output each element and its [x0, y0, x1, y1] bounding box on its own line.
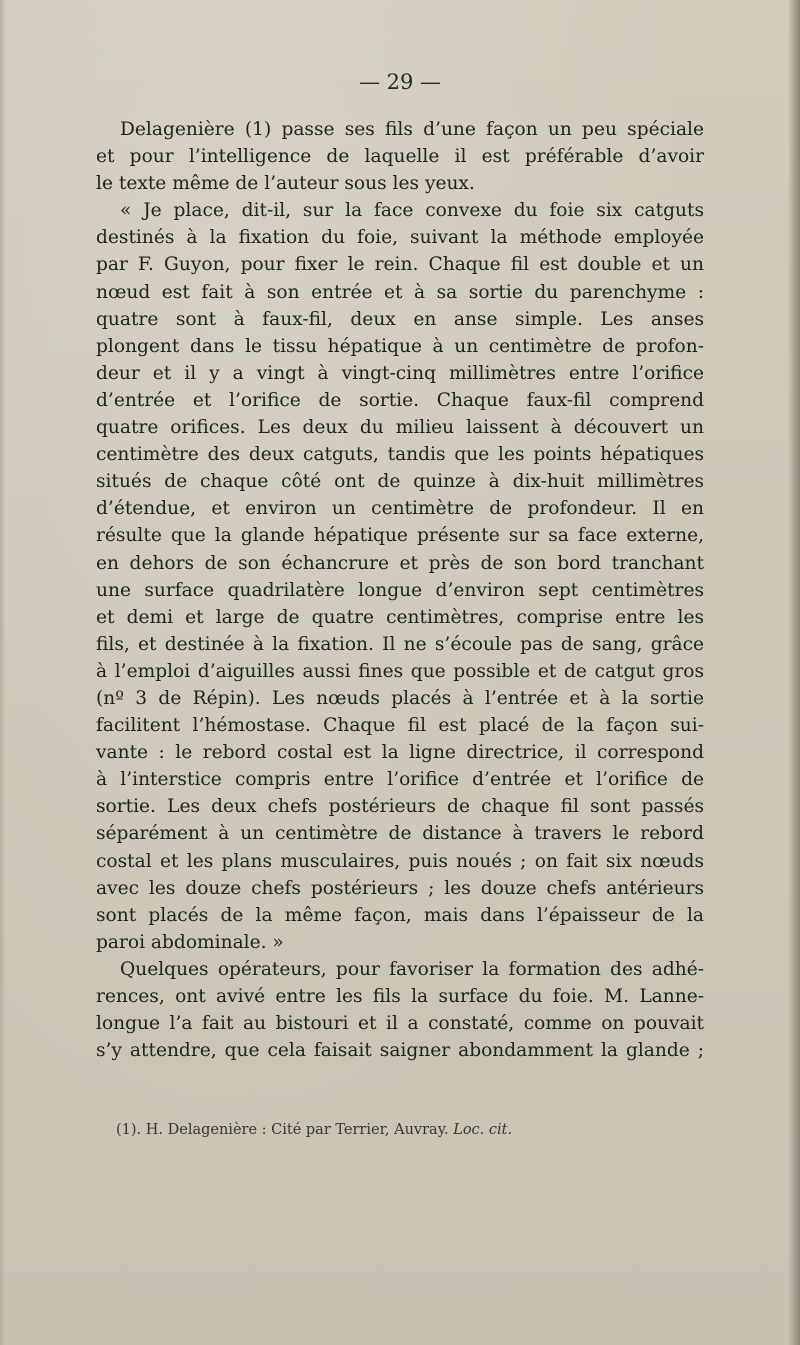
text-line: quatre sont à faux-fil, deux en anse simple. Les anses: [96, 308, 704, 330]
text-line: en dehors de son échancrure et près de son bord tranchant: [96, 552, 704, 574]
text-line: Delagenière (1) passe ses fils d’une façon un peu spéciale: [120, 119, 704, 140]
text-line: et pour l’intelligence de laquelle il est préférable d’avoir: [96, 146, 704, 168]
text-line: vante : le rebord costal est la ligne directrice, il correspond: [96, 742, 704, 764]
text-line: séparément à un centimètre de distance à travers le rebord: [96, 823, 704, 845]
text-line: résulte que la glande hépatique présente sur sa face externe,: [96, 525, 704, 547]
page-left-edge: [0, 0, 6, 1345]
text-line: facilitent l’hémostase. Chaque fil est placé de la façon sui-: [96, 715, 704, 737]
text-line: quatre orifices. Les deux du milieu laissent à découvert un: [96, 417, 704, 439]
text-line: costal et les plans musculaires, puis noués ; on fait six nœuds: [96, 850, 704, 872]
text-line: rences, ont avivé entre les fils la surface du foie. M. Lanne-: [96, 986, 704, 1007]
footnote-loc-cit: Loc. cit.: [453, 1122, 513, 1138]
footnote: [116, 1122, 512, 1138]
text-line: deur et il y a vingt à vingt-cinq millimètres entre l’orifice: [96, 362, 704, 384]
body-text: [96, 116, 704, 1064]
text-line: d’étendue, et environ un centimètre de profondeur. Il en: [96, 498, 704, 520]
text-line: et demi et large de quatre centimètres, comprise entre les: [96, 606, 704, 628]
text-line: paroi abdominale. »: [96, 931, 284, 953]
text-line: destinés à la fixation du foie, suivant la méthode employée: [96, 227, 704, 249]
text-line: une surface quadrilatère longue d’environ sept centimètres: [96, 579, 704, 601]
text-line: fils, et destinée à la fixation. Il ne s’écoule pas de sang, grâce: [96, 633, 704, 655]
text-line: s’y attendre, que cela faisait saigner abondamment la glande ;: [96, 1040, 704, 1062]
text-line: nœud est fait à son entrée et à sa sortie du parenchyme :: [96, 281, 704, 303]
text-line: « Je place, dit-il, sur la face convexe du foie six catguts: [120, 200, 704, 222]
footnote-text: (1). H. Delagenière : Cité par Terrier, Auvray.: [116, 1122, 449, 1138]
text-line: centimètre des deux catguts, tandis que les points hépatiques: [96, 444, 704, 466]
page-right-edge: [788, 0, 800, 1345]
text-line: situés de chaque côté ont de quinze à dix-huit millimètres: [96, 471, 704, 493]
text-line: à l’interstice compris entre l’orifice d’entrée et l’orifice de: [96, 769, 704, 791]
text-line: le texte même de l’auteur sous les yeux.: [96, 173, 475, 195]
text-line: longue l’a fait au bistouri et il a constaté, comme on pouvait: [96, 1013, 704, 1035]
text-line: d’entrée et l’orifice de sortie. Chaque faux-fil comprend: [96, 389, 704, 411]
text-line: par F. Guyon, pour fixer le rein. Chaque fil est double et un: [96, 254, 704, 276]
text-line: (nº 3 de Répin). Les nœuds placés à l’entrée et à la sortie: [96, 687, 704, 709]
text-line: sont placés de la même façon, mais dans l’épaisseur de la: [96, 904, 704, 926]
page-number: — 29 —: [358, 70, 442, 94]
text-line: sortie. Les deux chefs postérieurs de chaque fil sont passés: [96, 796, 704, 818]
text-line: avec les douze chefs postérieurs ; les douze chefs antérieurs: [96, 877, 704, 899]
text-line: plongent dans le tissu hépatique à un centimètre de profon-: [96, 335, 704, 357]
text-line: à l’emploi d’aiguilles aussi fines que possible et de catgut gros: [96, 660, 704, 682]
text-line: Quelques opérateurs, pour favoriser la formation des adhé-: [120, 958, 704, 980]
